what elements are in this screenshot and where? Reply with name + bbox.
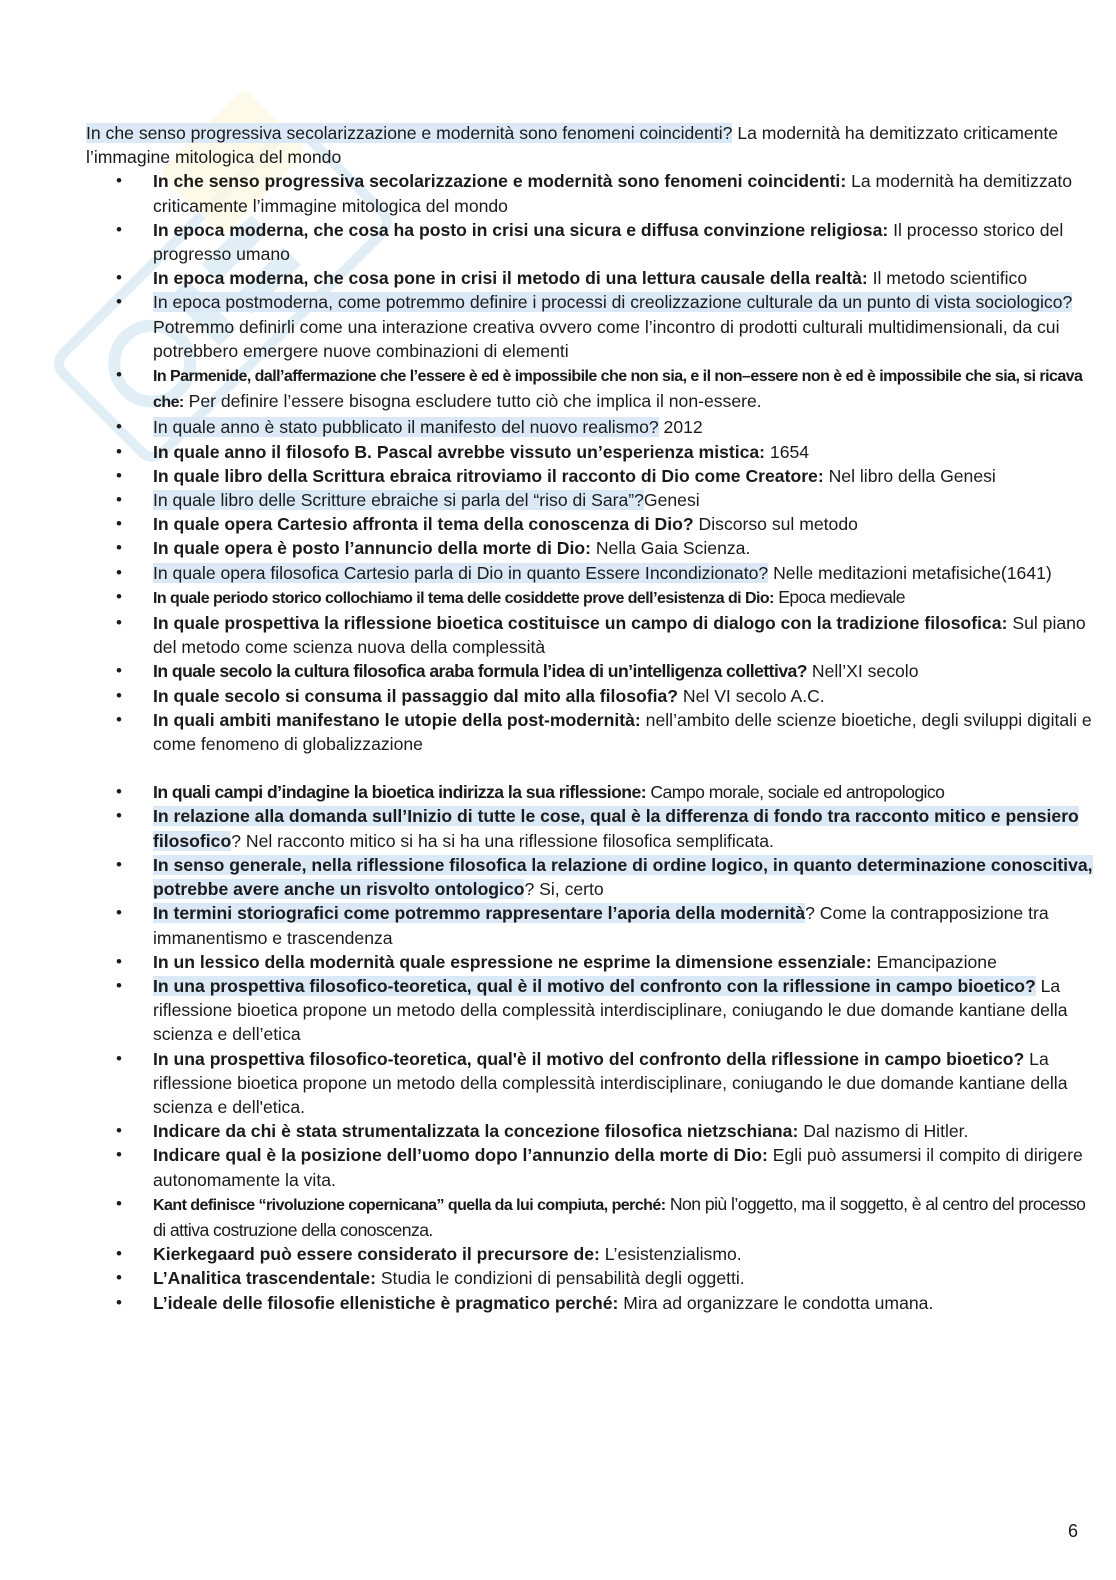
list-item: • In che senso progressiva secolarizzazione e modernità sono fenomeni coincidenti: La modernità ha demitizzato criticamente l’immagine mitologica del mondo xyxy=(86,169,1102,217)
list-item: • In quale secolo si consuma il passaggio dal mito alla filosofia? Nel VI secolo A.C. xyxy=(86,684,1102,708)
list-item: • In quale secolo la cultura filosofica araba formula l’idea di un’intelligenza collettiva? Nell’XI secolo xyxy=(86,659,1102,683)
list-item: • L’ideale delle filosofie ellenistiche è pragmatico perché: Mira ad organizzare le condotta umana. xyxy=(86,1291,1102,1315)
list-item: • Indicare da chi è stata strumentalizzata la concezione filosofica nietzschiana: Dal nazismo di Hitler. xyxy=(86,1119,1102,1143)
list-item: • In epoca postmoderna, come potremmo definire i processi di creolizzazione culturale da un punto di vista sociologico? Potremmo definirli come una interazione creativa ovvero come l’incontro di prodotti culturali multidimensionali, da cui potrebbero emergere nuove combinazioni di elementi xyxy=(86,290,1102,363)
list-item: • Kant definisce “rivoluzione copernicana” quella da lui compiuta, perché: Non più l’oggetto, ma il soggetto, è al centro del processo di attiva costruzione della conoscenza. xyxy=(86,1192,1102,1242)
list-item: • In quale anno è stato pubblicato il manifesto del nuovo realismo? 2012 xyxy=(86,415,1102,439)
list-item: • In epoca moderna, che cosa ha posto in crisi una sicura e diffusa convinzione religiosa: Il processo storico del progresso umano xyxy=(86,218,1102,266)
page-number: 6 xyxy=(1068,1521,1079,1541)
document-body xyxy=(86,121,1102,1315)
list-item: • In quale periodo storico collochiamo il tema delle cosiddette prove dell’esistenza di Dio: Epoca medievale xyxy=(86,585,1102,611)
list-item: • In senso generale, nella riflessione filosofica la relazione di ordine logico, in quanto determinazione conoscitiva, potrebbe avere anche un risvolto ontologico? Si, certo xyxy=(86,853,1102,901)
list-item: • In quale opera filosofica Cartesio parla di Dio in quanto Essere Incondizionato? Nelle meditazioni metafisiche(1641) xyxy=(86,561,1102,585)
header-mark xyxy=(535,2,583,8)
intro-paragraph xyxy=(86,121,1102,169)
list-item: • In quale opera Cartesio affronta il tema della conoscenza di Dio? Discorso sul metodo xyxy=(86,512,1102,536)
list-item: • L’Analitica trascendentale: Studia le condizioni di pensabilità degli oggetti. xyxy=(86,1266,1102,1290)
list-item: • Indicare qual è la posizione dell’uomo dopo l’annunzio della morte di Dio: Egli può assumersi il compito di dirigere autonomamente la vita. xyxy=(86,1143,1102,1191)
list-item: • In una prospettiva filosofico-teoretica, qual'è il motivo del confronto della riflessione in campo bioetico? La riflessione bioetica propone un metodo della complessità interdisciplinare, coniugando le due domande kantiane della scienza e dell'etica. xyxy=(86,1047,1102,1120)
list-item: • In quale anno il filosofo B. Pascal avrebbe vissuto un’esperienza mistica: 1654 xyxy=(86,440,1102,464)
list-item: • In quali campi d’indagine la bioetica indirizza la sua riflessione: Campo morale, sociale ed antropologico xyxy=(86,780,1102,804)
list-item: • In termini storiografici come potremmo rappresentare l’aporia della modernità? Come la contrapposizione tra immanentismo e trascendenza xyxy=(86,901,1102,949)
list-item: • In relazione alla domanda sull’Inizio di tutte le cose, qual è la differenza di fondo tra racconto mitico e pensiero filosofico? Nel racconto mitico si ha si ha una riflessione filosofica semplificata. xyxy=(86,804,1102,852)
list-item: • In quale prospettiva la riflessione bioetica costituisce un campo di dialogo con la tradizione filosofica: Sul piano del metodo come scienza nuova della complessità xyxy=(86,611,1102,659)
list-item: • In epoca moderna, che cosa pone in crisi il metodo di una lettura causale della realtà: Il metodo scientifico xyxy=(86,266,1102,290)
list-item: • In quali ambiti manifestano le utopie della post-modernità: nell’ambito delle scienze bioetiche, degli sviluppi digitali e come fenomeno di globalizzazione xyxy=(86,708,1102,756)
list-item: • Kierkegaard può essere considerato il precursore de: L’esistenzialismo. xyxy=(86,1242,1102,1266)
list-item: • In quale opera è posto l’annuncio della morte di Dio: Nella Gaia Scienza. xyxy=(86,536,1102,560)
question-list xyxy=(86,169,1102,1314)
intro-question: In che senso progressiva secolarizzazione e modernità sono fenomeni coincidenti? xyxy=(86,123,733,143)
intro-answer: La modernità ha demitizzato criticamente l’immagine mitologica del mondo xyxy=(86,123,1059,168)
list-item: • In una prospettiva filosofico-teoretica, qual è il motivo del confronto con la riflessione in campo bioetico? La riflessione bioetica propone un metodo della complessità interdisciplinare, coniugando le due domande kantiane della scienza e dell’etica xyxy=(86,974,1102,1047)
list-item: • In quale libro della Scrittura ebraica ritroviamo il racconto di Dio come Creatore: Nel libro della Genesi xyxy=(86,464,1102,488)
list-item: • In un lessico della modernità quale espressione ne esprime la dimensione essenziale: Emancipazione xyxy=(86,950,1102,974)
list-item: • In Parmenide, dall’affermazione che l’essere è ed è impossibile che non sia, e il non–essere non è ed è impossibile che sia, si ricava che: Per definire l’essere bisogna escludere tutto ciò che implica il non-essere. xyxy=(86,363,1102,415)
list-item: • In quale libro delle Scritture ebraiche si parla del “riso di Sara”?Genesi xyxy=(86,488,1102,512)
